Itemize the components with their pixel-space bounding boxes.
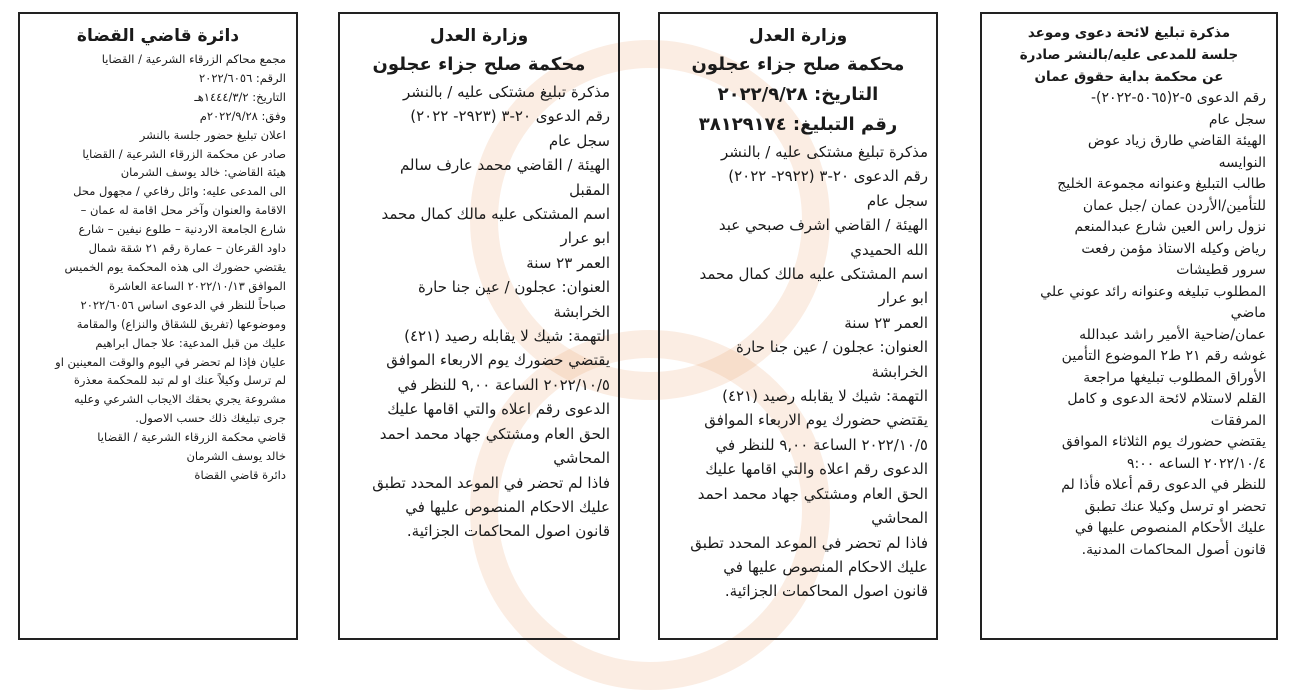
text-line: ابو عرار <box>560 229 610 248</box>
text-line: العنوان: عجلون / عين جنا حارة <box>418 278 610 297</box>
text-line: عمان/ضاحية الأمير راشد عبدالله <box>1079 326 1266 343</box>
text-line: صادر عن محكمة الزرقاء الشرعية / القضايا <box>82 146 286 161</box>
text-line: الحق العام ومشتكي جهاد محمد احمد <box>697 484 928 503</box>
text-line: عليك الاحكام المنصوص عليها في <box>723 557 928 576</box>
text-line: التاريخ: ١٤٤٤/٣/٢هـ <box>194 89 286 104</box>
text-line: جرى تبليغك ذلك حسب الاصول. <box>135 411 286 426</box>
text-line: عليك الأحكام المنصوص عليها في <box>1074 520 1266 536</box>
notice-body <box>30 50 286 485</box>
court-heading: محكمة صلح جزاء عجلون <box>691 54 905 75</box>
text-line: هيئة القاضي: خالد يوسف الشرمان <box>120 165 286 180</box>
court-heading: محكمة صلح جزاء عجلون <box>372 54 586 75</box>
text-line: اعلان تبليغ حضور جلسة بالنشر <box>139 127 286 142</box>
text-line: الله الحميدي <box>850 240 928 259</box>
notice-date: التاريخ: ٢٠٢٢/٩/٢٨ <box>717 84 879 105</box>
text-line: صباحاً للنظر في الدعوى اساس ٢٠٢٢/٦٠٥٦ <box>80 297 286 312</box>
text-line: الحق العام ومشتكي جهاد محمد احمد <box>379 424 610 443</box>
text-line: رياض وكيله الاستاذ مؤمن رفعت <box>1081 240 1266 257</box>
text-line: الهيئة / القاضي اشرف صبحي عبد <box>718 216 928 235</box>
text-line: دائرة قاضي القضاة <box>194 467 286 482</box>
text-line: النوايسه <box>1218 154 1266 171</box>
text-line: التهمة: شيك لا يقابله رصيد (٤٢١) <box>404 327 610 346</box>
notice-title: مذكرة تبليغ لائحة دعوى وموعد <box>1027 25 1231 41</box>
text-line: ٢٠٢٢/١٠/٤ الساعه ٩:٠٠ <box>1126 455 1266 472</box>
text-line: عليان فإذا لم تحضر في اليوم والوقت المعينين او <box>55 354 286 369</box>
department-heading: دائرة قاضي القضاة <box>76 26 240 46</box>
text-line: مذكرة تبليغ مشتكى عليه / بالنشر <box>721 143 928 161</box>
notice-number: رقم التبليغ: ٣٨١٢٩١٧٤ <box>698 114 898 135</box>
text-line: ماضي <box>1230 305 1266 321</box>
text-line: سجل عام <box>548 131 610 150</box>
text-line: الأوراق المطلوب تبليغها مراجعة <box>1083 369 1266 386</box>
text-line: مجمع محاكم الزرقاء الشرعية / القضايا <box>101 52 286 66</box>
text-line: المقبل <box>569 180 610 199</box>
text-line: رقم الدعوى ٢٠-٣ (٢٩٢٢- ٢٠٢٢) <box>728 167 928 186</box>
notice-ajloun-court-2 <box>338 12 620 640</box>
notice-title: جلسة للمدعى عليه/بالنشر صادرة <box>1019 47 1239 63</box>
text-line: المرفقات <box>1210 412 1266 429</box>
text-line: يقتضي حضورك الى هذه المحكمة يوم الخميس <box>64 259 286 274</box>
text-line: الهيئة القاضي طارق زياد عوض <box>1087 133 1266 149</box>
text-line: طالب التبليغ وعنوانه مجموعة الخليج <box>1057 176 1266 192</box>
text-line: فاذا لم تحضر في الموعد المحدد تطبق <box>690 533 928 552</box>
text-line: عليك الاحكام المنصوص عليها في <box>405 497 610 516</box>
text-line: اسم المشتكى عليه مالك كمال محمد <box>699 265 928 284</box>
text-line: شارع الجامعة الاردنية – طلوع نيفين – شارع <box>78 222 286 237</box>
text-line: غوشه رقم ٢١ ط٢ الموضوع التأمين <box>1061 348 1266 364</box>
text-line: ٢٠٢٢/١٠/٥ الساعة ٩,٠٠ للنظر في <box>715 435 928 454</box>
text-line: لم ترسل وكيلاً عنك او لم تبد للمحكمة معذرة <box>73 373 286 388</box>
text-line: مذكرة تبليغ مشتكى عليه / بالنشر <box>403 83 610 101</box>
text-line: المطلوب تبليغه وعنوانه رائد عوني علي <box>1040 283 1266 300</box>
text-line: المحاشي <box>553 449 610 468</box>
text-line: الدعوى رقم اعلاه والتي اقامها عليك <box>705 460 928 479</box>
text-line: عليك من قبل المدعية: علا جمال ابراهيم <box>95 335 286 350</box>
text-line: العنوان: عجلون / عين جنا حارة <box>736 338 928 357</box>
text-line: فاذا لم تحضر في الموعد المحدد تطبق <box>372 473 610 492</box>
text-line: نزول راس العين شارع عبدالمنعم <box>1074 219 1266 235</box>
text-line: سجل عام <box>1208 111 1266 128</box>
text-line: قانون اصول المحاكمات الجزائية. <box>406 522 610 541</box>
notice-title: عن محكمة بداية حقوق عمان <box>1034 69 1224 85</box>
text-line: خالد يوسف الشرمان <box>186 449 286 464</box>
notice-body <box>992 88 1266 561</box>
text-line: الموافق ٢٠٢٢/١٠/١٣ الساعة العاشرة <box>109 278 286 293</box>
text-line: ٢٠٢٢/١٠/٥ الساعة ٩,٠٠ للنظر في <box>397 375 610 394</box>
text-line: رقم الدعوى ٢٠-٣ (٢٩٢٣- ٢٠٢٢) <box>410 107 610 126</box>
notice-ajloun-court-1 <box>658 12 938 640</box>
text-line: للتأمين/الأردن عمان /جبل عمان <box>1082 197 1266 214</box>
notice-chief-justice <box>18 12 298 640</box>
text-line: الرقم: ٢٠٢٢/٦٠٥٦ <box>198 70 286 85</box>
text-line: الخرابشة <box>871 362 928 381</box>
text-line: داود القرعان – عمارة رقم ٢١ شقة شمال <box>88 241 286 256</box>
text-line: للنظر في الدعوى رقم أعلاه فأذا لم <box>1061 477 1266 493</box>
text-line: العمر ٢٣ سنة <box>844 313 928 332</box>
text-line: الهيئة / القاضي محمد عارف سالم <box>399 156 610 175</box>
text-line: العمر ٢٣ سنة <box>526 253 610 272</box>
text-line: الاقامة والعنوان وآخر محل اقامة له عمان – <box>80 203 286 218</box>
ministry-heading: وزارة العدل <box>429 26 529 46</box>
text-line: يقتضي حضورك يوم الاربعاء الموافق <box>386 351 610 370</box>
text-line: رقم الدعوى ٥-٢(٥٠٦٥-٢٠٢٢)- <box>1090 90 1266 106</box>
text-line: الخرابشة <box>553 302 610 321</box>
text-line: القلم لاستلام لائحة الدعوى و كامل <box>1067 391 1266 407</box>
text-line: ابو عرار <box>878 289 928 308</box>
text-line: قاضي محكمة الزرقاء الشرعية / القضايا <box>97 430 286 445</box>
text-line: الدعوى رقم اعلاه والتي اقامها عليك <box>387 400 610 419</box>
text-line: سجل عام <box>866 191 928 210</box>
text-line: مشروعة يجري بحقك الايجاب الشرعي وعليه <box>73 392 286 407</box>
notice-body <box>348 80 610 544</box>
text-line: المحاشي <box>871 509 928 528</box>
text-line: قانون اصول المحاكمات الجزائية. <box>724 582 928 601</box>
text-line: الى المدعى عليه: وائل رفاعي / مجهول محل <box>73 184 286 199</box>
text-line: يقتضي حضورك يوم الثلاثاء الموافق <box>1061 434 1266 450</box>
text-line: سرور قطيشات <box>1176 262 1266 278</box>
text-line: وفق: ٢٠٢٢/٩/٢٨م <box>199 108 286 123</box>
notice-civil-claim <box>980 12 1278 640</box>
text-line: اسم المشتكى عليه مالك كمال محمد <box>381 205 610 224</box>
text-line: التهمة: شيك لا يقابله رصيد (٤٢١) <box>722 387 928 406</box>
text-line: يقتضي حضورك يوم الاربعاء الموافق <box>704 411 928 430</box>
ministry-heading: وزارة العدل <box>748 26 848 46</box>
text-line: تحضر او ترسل وكيلا عنك تطبق <box>1084 498 1266 515</box>
text-line: وموضوعها (تفريق للشقاق والنزاع) والمقامة <box>76 316 286 331</box>
notice-body <box>668 140 928 604</box>
text-line: قانون أصول المحاكمات المدنية. <box>1081 541 1266 558</box>
